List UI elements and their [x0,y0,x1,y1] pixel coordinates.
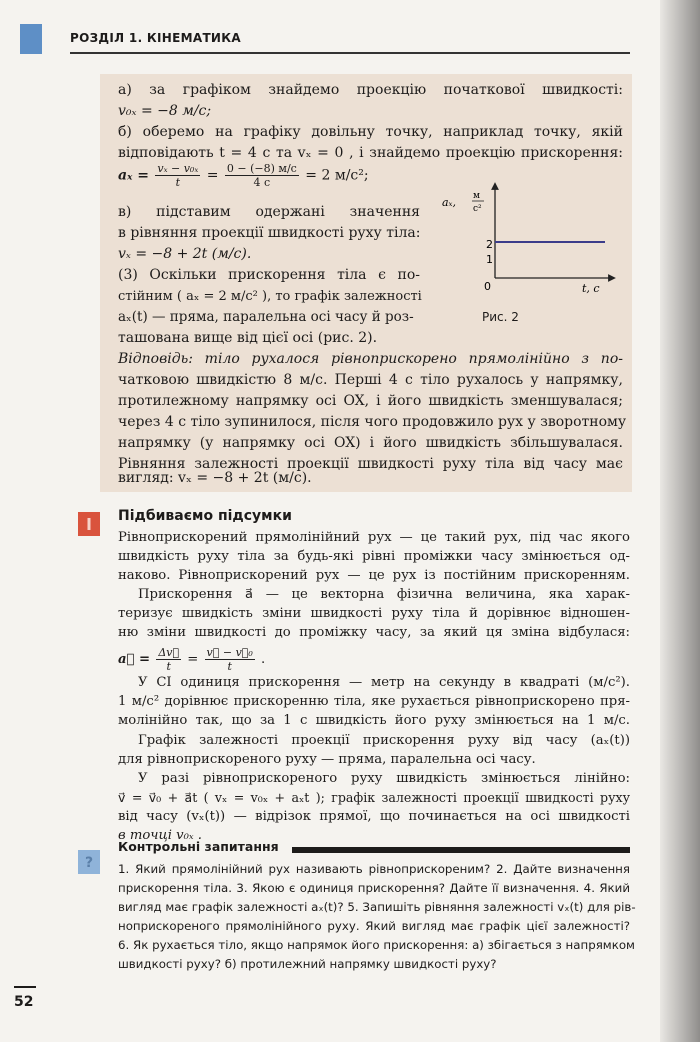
summary-line: У СІ одиниця прискорення — метр на секунду в квадраті (м/с²). [138,675,630,690]
questions-rule [292,847,630,853]
summary-line: Рівноприскорений прямолінійний рух — це такий рух, під час якого [118,530,630,545]
summary-line: швидкість руху тіла за будь-які рівні проміжки часу змінюється од- [118,549,630,564]
fraction [156,646,181,673]
summary-line: в точці v₀ₓ . [118,828,202,843]
summary-line: v⃗ = v⃗₀ + a⃗t ( vₓ = v₀ₓ + aₓt ); графік залежності проекції швидкості руху [118,790,630,805]
y-axis-label: aₓ, [442,196,456,209]
example-answer-line: через 4 с тіло зупинилося, після чого продовжило рух у зворотному [118,414,627,430]
example-answer-line: вигляд: vₓ = −8 + 2t (м/с). [118,470,312,486]
fraction-denominator: 4 с [253,176,271,189]
fraction-numerator: vₓ − v₀ₓ [157,162,199,175]
summary-line: для рівноприскореного руху — пряма, паралельна осі часу. [118,752,536,767]
question-line: ноприскореного прямолінійного руху. Який вигляд має графік цієї залежності? [118,919,630,933]
question-line: 6. Як рухається тіло, якщо напрямок його прискорення: а) збігається з напрямком [118,938,635,952]
example-line: v₀ₓ = −8 м/с; [118,103,212,119]
y-axis-unit-den: с² [473,204,482,214]
y-tick-label: 1 [486,253,493,266]
fraction-denominator: t [175,176,181,189]
example-answer-line: чатковою швидкістю 8 м/с. Перші 4 с тіло рухалось у напрямку, [118,372,623,388]
example-line: vₓ = −8 + 2t (м/с). [118,246,252,262]
summary-line: Прискорення a⃗ — це векторна фізична величина, яка харак- [138,587,630,602]
fraction-denominator: t [227,660,232,673]
chapter-title: РОЗДІЛ 1. КІНЕМАТИКА [70,31,241,45]
question-section-icon [78,850,100,874]
question-line: прискорення тіла. 3. Якою є одиниця прискорення? Дайте її визначення. 4. Який [118,881,630,895]
summary-line: теризує швидкість зміни швидкості руху тіла й дорівнює відношен- [118,606,630,621]
example-line: aₓ(t) — пряма, паралельна осі часу й роз- [118,309,414,325]
example-line: в рівняння проекції швидкості руху тіла: [118,225,421,241]
summary-line: ню зміни швидкості до проміжку часу, за який ця зміна відбулася: [118,625,630,640]
questions-title: Контрольні запитання [118,839,279,854]
y-tick-label: 2 [486,238,493,251]
chapter-marker [20,24,42,54]
figure-caption: Рис. 2 [482,310,519,324]
example-line: б) оберемо на графіку довільну точку, наприклад точку, якій [118,124,623,140]
header-rule [70,52,630,54]
example-line: ташована вище від цієї осі (рис. 2). [118,330,378,346]
example-line: а) за графіком знайдемо проекцію початкової швидкості: [118,82,623,98]
fraction-denominator: t [166,660,171,673]
example-line: в) підставим одержані значення [118,204,420,220]
fraction-numerator: 0 − (−8) м/с [226,162,297,175]
question-line: 1. Який прямолінійний рух називають рівноприскореним? 2. Дайте визначення [118,862,630,876]
example-line: стійним ( aₓ = 2 м/с² ), то графік залежності [118,289,422,304]
summary-line: Графік залежності проекції прискорення руху від часу (aₓ(t)) [138,733,630,748]
svg-text:?: ? [84,855,94,871]
fraction-numerator: v⃗ − v⃗₀ [206,646,253,659]
summary-line: 1 м/с² дорівнює прискоренню тіла, яке рухається рівноприскорено пря- [118,694,630,709]
summary-line: наково. Рівноприскорений рух — це рух із постійним прискоренням. [118,568,630,583]
formula-lhs: aₓ = [118,167,149,184]
example-line: відповідають t = 4 с та vₓ = 0 , і знайдемо проекцію прискорення: [118,145,623,161]
example-answer-line: Відповідь: тіло рухалося рівноприскорено прямолінійно з по- [118,351,623,367]
question-line: вигляд має графік залежності aₓ(t)? 5. Запишіть рівняння залежності vₓ(t) для рів- [118,900,636,914]
formula-result: = 2 м/с²; [305,167,369,184]
formula-equals: = [206,167,219,184]
summary-line: У разі рівноприскореного руху швидкість змінюється лінійно: [138,771,630,786]
fraction-numerator: Δv⃗ [158,646,180,659]
fraction [225,162,299,189]
example-answer-line: Рівняння залежності проекції швидкості руху тіла від часу має [118,456,623,472]
summary-section-icon [78,512,100,536]
summary-title: Підбиваємо підсумки [118,508,292,524]
formula-tail: . [261,652,266,667]
origin-label: 0 [484,280,491,293]
page-number-rule [14,986,36,988]
fraction [205,646,255,673]
formula-equals: = [187,652,199,667]
summary-line: від часу (vₓ(t)) — відрізок прямої, що починається на осі швидкості [118,809,630,824]
y-axis-unit-num: м [473,191,481,201]
page-fold-shadow [660,0,700,1042]
acceleration-formula [118,162,369,189]
x-axis-label: t, с [582,282,600,295]
fraction [155,162,200,189]
acceleration-graph [440,178,620,298]
page-number: 52 [14,994,34,1010]
question-line: швидкості руху? б) протилежний напрямку швидкості руху? [118,957,497,971]
acceleration-definition-formula [118,646,265,673]
example-answer-line: протилежному напрямку осі OX, і його швидкість зменшувалася; [118,393,623,409]
summary-line: молінійно так, що за 1 с швидкість його руху змінюється на 1 м/с. [118,713,630,728]
example-answer-line: напрямку (у напрямку осі OX) і його швидкість збільшувалася. [118,435,623,451]
example-line: (3) Оскільки прискорення тіла є по- [118,267,420,283]
formula-lhs: a⃗ = [118,652,151,667]
